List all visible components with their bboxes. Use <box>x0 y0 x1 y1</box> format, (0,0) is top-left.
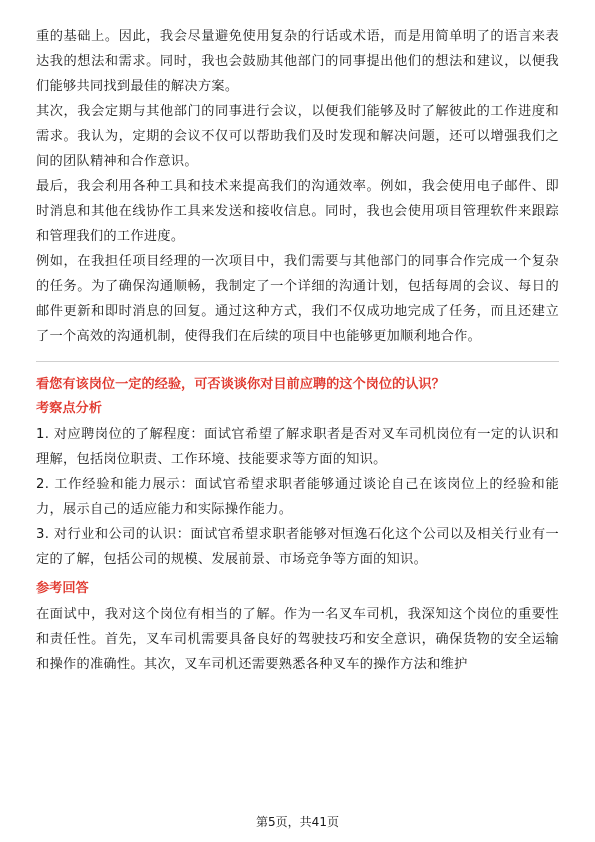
body-paragraph: 重的基础上。因此，我会尽量避免使用复杂的行话或术语，而是用简单明了的语言来表达我的想法和需求。同时，我也会鼓励其他部门的同事提出他们的想法和建议，以便我们能够共同找到最佳的解决方案。 <box>36 29 559 94</box>
analysis-item: 3. 对行业和公司的认识：面试官希望求职者能够对恒逸石化这个公司以及相关行业有一定的了解，包括公司的规模、发展前景、市场竞争等方面的知识。 <box>36 527 559 567</box>
page-number: 第5页，共41页 <box>256 815 339 829</box>
body-paragraph: 最后，我会利用各种工具和技术来提高我们的沟通效率。例如，我会使用电子邮件、即时消息和其他在线协作工具来发送和接收信息。同时，我也会使用项目管理软件来跟踪和管理我们的工作进度。 <box>36 179 559 244</box>
answer-title: 参考回答 <box>36 581 89 596</box>
analysis-item: 1. 对应聘岗位的了解程度：面试官希望了解求职者是否对叉车司机岗位有一定的认识和理解，包括岗位职责、工作环境、技能要求等方面的知识。 <box>36 427 559 467</box>
interview-question: 看您有该岗位一定的经验，可否谈谈你对目前应聘的这个岗位的认识？ <box>36 377 445 392</box>
document-page <box>36 24 559 677</box>
analysis-item: 2. 工作经验和能力展示：面试官希望求职者能够通过谈论自己在该岗位上的经验和能力，展示自己的适应能力和实际操作能力。 <box>36 477 559 517</box>
answer-paragraph: 在面试中，我对这个岗位有相当的了解。作为一名叉车司机，我深知这个岗位的重要性和责任性。首先，叉车司机需要具备良好的驾驶技巧和安全意识，确保货物的安全运输和操作的准确性。其次，叉车司机还需要熟悉各种叉车的操作方法和维护 <box>36 607 559 672</box>
analysis-title: 考察点分析 <box>36 401 102 416</box>
section-divider <box>36 361 559 362</box>
body-paragraph: 例如，在我担任项目经理的一次项目中，我们需要与其他部门的同事合作完成一个复杂的任务。为了确保沟通顺畅，我制定了一个详细的沟通计划，包括每周的会议、每日的邮件更新和即时消息的回复。通过这种方式，我们不仅成功地完成了任务，而且还建立了一个高效的沟通机制，使得我们在后续的项目中也能够更加顺利地合作。 <box>36 254 559 344</box>
body-paragraph: 其次，我会定期与其他部门的同事进行会议，以便我们能够及时了解彼此的工作进度和需求。我认为，定期的会议不仅可以帮助我们及时发现和解决问题，还可以增强我们之间的团队精神和合作意识。 <box>36 104 559 169</box>
